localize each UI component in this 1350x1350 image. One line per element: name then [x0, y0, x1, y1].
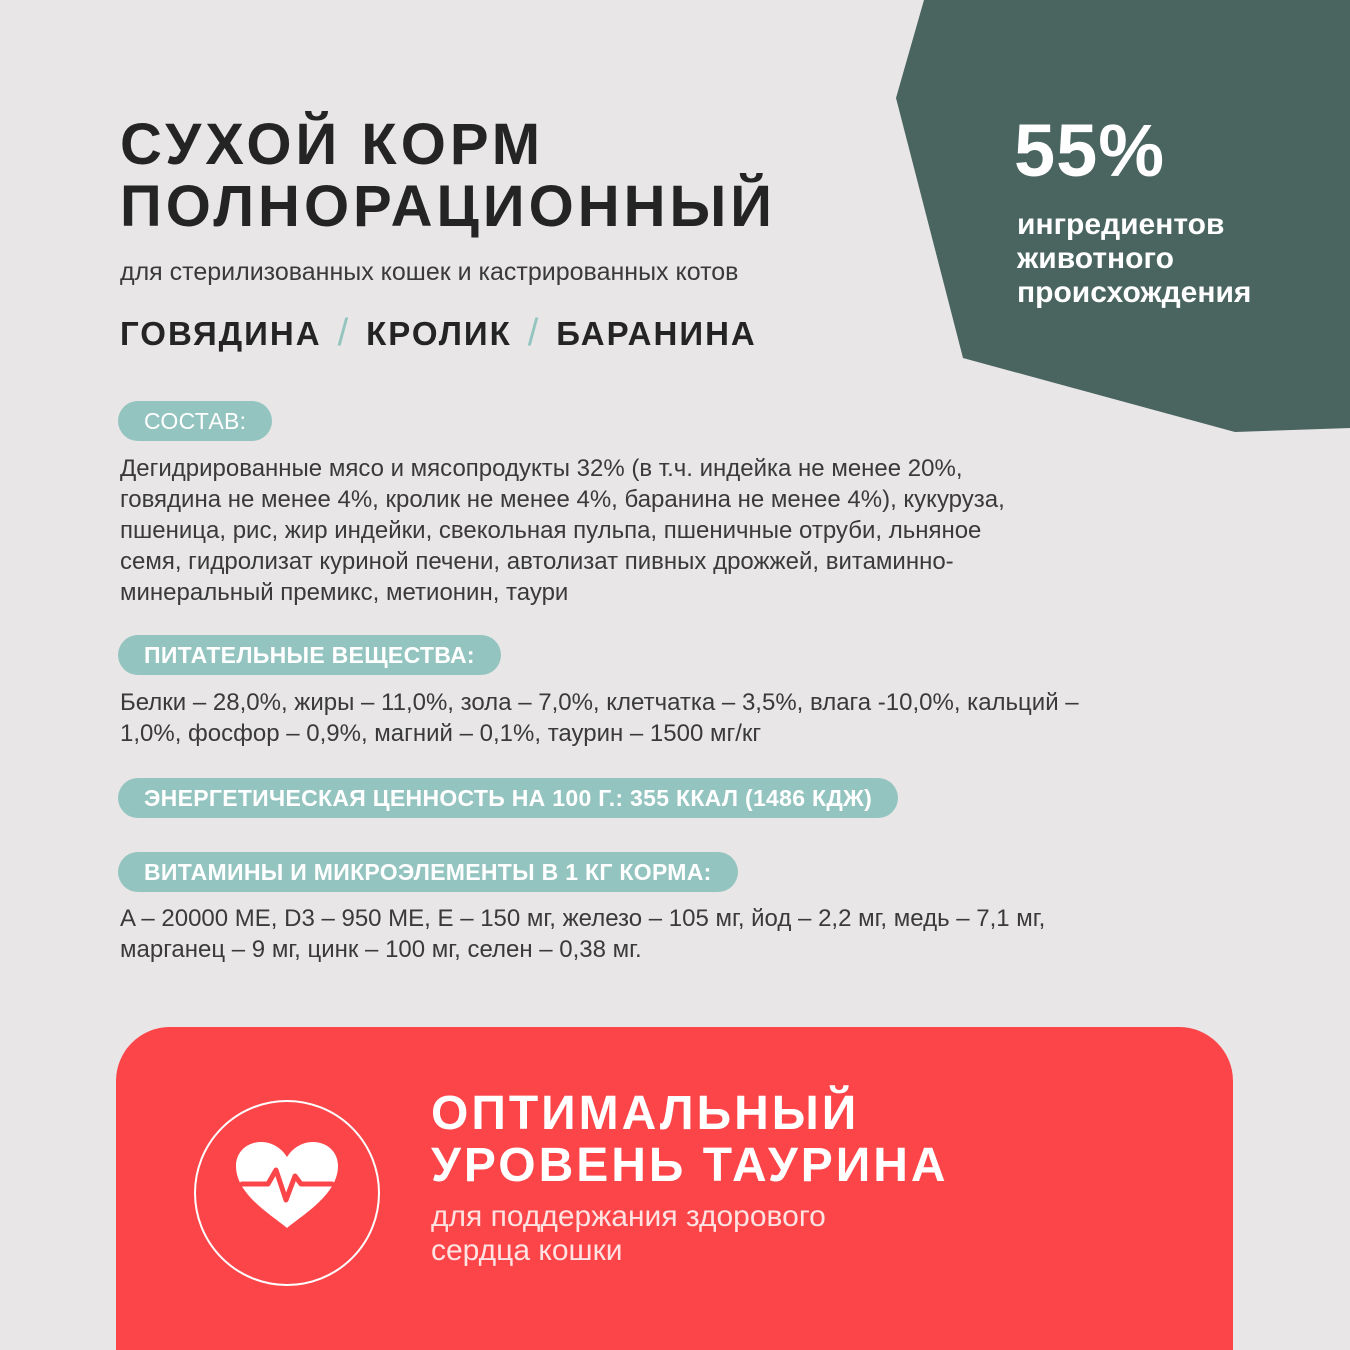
flavor-beef: ГОВЯДИНА — [120, 314, 322, 352]
vitamins-label: ВИТАМИНЫ И МИКРОЭЛЕМЕНТЫ В 1 КГ КОРМА: — [118, 852, 738, 892]
composition-text — [120, 453, 1200, 608]
energy-label: ЭНЕРГЕТИЧЕСКАЯ ЦЕННОСТЬ НА 100 Г.: 355 ККАЛ (1486 КДЖ) — [118, 778, 898, 818]
nutrients-line: 1,0%, фосфор – 0,9%, магний – 0,1%, таурин – 1500 мг/кг — [120, 720, 762, 747]
heart-pulse-icon — [232, 1140, 342, 1230]
flavor-lamb: БАРАНИНА — [556, 314, 757, 352]
badge-caption-line: животного — [1017, 242, 1174, 275]
badge-caption-line: ингредиентов — [1017, 208, 1225, 241]
vitamins-line: A – 20000 МЕ, D3 – 950 МЕ, E – 150 мг, железо – 105 мг, йод – 2,2 мг, медь – 7,1 мг, — [120, 905, 1046, 932]
badge-caption — [1017, 208, 1251, 310]
composition-line: пшеница, рис, жир индейки, свекольная пульпа, пшеничные отруби, льняное — [120, 517, 982, 544]
nutrients-line: Белки – 28,0%, жиры – 11,0%, зола – 7,0%, клетчатка – 3,5%, влага -10,0%, кальций – — [120, 689, 1079, 716]
page-title-line: СУХОЙ КОРМ — [120, 112, 545, 177]
nutrients-text — [120, 687, 1200, 749]
page-title — [120, 114, 776, 238]
composition-label: СОСТАВ: — [118, 401, 272, 441]
promo-subtitle-line: для поддержания здорового — [431, 1200, 826, 1233]
composition-line: минеральный премикс, метионин, таури — [120, 579, 569, 606]
badge-caption-line: происхождения — [1017, 276, 1252, 309]
page-subtitle: для стерилизованных кошек и кастрированных котов — [120, 258, 739, 286]
badge-percent: 55% — [1014, 109, 1166, 192]
nutrients-label: ПИТАТЕЛЬНЫЕ ВЕЩЕСТВА: — [118, 635, 501, 675]
promo-title-line: ОПТИМАЛЬНЫЙ — [431, 1087, 860, 1140]
composition-line: Дегидрированные мясо и мясопродукты 32% (в т.ч. индейка не менее 20%, — [120, 455, 963, 482]
page-title-line: ПОЛНОРАЦИОННЫЙ — [120, 174, 776, 239]
promo-title — [431, 1088, 949, 1192]
promo-subtitle — [431, 1200, 826, 1268]
composition-line: говядина не менее 4%, кролик не менее 4%, баранина не менее 4%), кукуруза, — [120, 486, 1005, 513]
vitamins-text — [120, 903, 1200, 965]
promo-subtitle-line: сердца кошки — [431, 1234, 623, 1267]
flavor-separator: / — [527, 312, 541, 354]
flavor-list — [120, 312, 757, 355]
flavor-rabbit: КРОЛИК — [366, 314, 512, 352]
promo-title-line: УРОВЕНЬ ТАУРИНА — [431, 1139, 949, 1192]
vitamins-line: марганец – 9 мг, цинк – 100 мг, селен – 0,38 мг. — [120, 936, 642, 963]
flavor-separator: / — [337, 312, 351, 354]
composition-line: семя, гидролизат куриной печени, автолизат пивных дрожжей, витаминно- — [120, 548, 954, 575]
